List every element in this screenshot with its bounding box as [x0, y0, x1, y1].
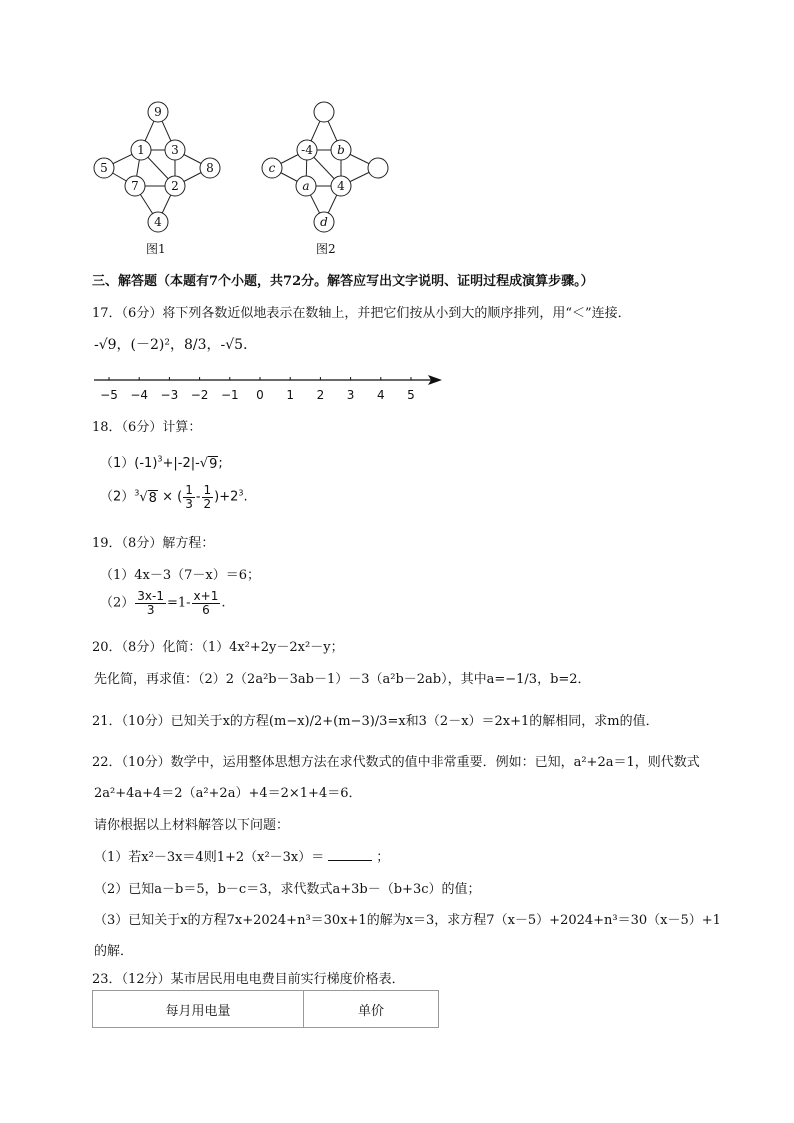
- axis-tick-label: −5: [100, 388, 118, 402]
- figure-1-graph: [88, 98, 228, 238]
- q19-p2-label: （2）: [100, 595, 135, 611]
- q22-line-1: 22．（10分）数学中，运用整体思想方法在求代数式的值中非常重要．例如：已知，a²+2a＝1，则代数式: [92, 755, 700, 770]
- q18-p2-label: （2）: [100, 489, 135, 505]
- q22-line-2: 2a²+4a+4＝2（a²+2a）+4＝2×1+4＝6．: [94, 786, 362, 801]
- fig1-label-bottom: 4: [154, 215, 162, 229]
- fig2-label-ur: b: [337, 143, 345, 157]
- q19-text: 19．（8分）解方程：: [92, 536, 215, 551]
- axis-tick-label: 0: [256, 388, 264, 402]
- q19-part-1: （1）4x－3（7－x）＝6；: [100, 568, 261, 583]
- axis-tick-label: 4: [376, 388, 385, 402]
- q22-part-3a: （3）已知关于x的方程7x+2024+n³＝30x+1的解为x＝3，求方程7（x－5）+2024+n³＝30（x－5）+1: [94, 913, 721, 928]
- q20-text: 20．（8分）化简：（1）4x²+2y－2x²－y；: [92, 640, 344, 655]
- axis-tick-label: −4: [130, 388, 149, 402]
- q22-line-3: 请你根据以上材料解答以下问题：: [94, 818, 290, 833]
- fig1-label-ul: 1: [137, 143, 145, 157]
- q21-text: 21．（10分）已知关于x的方程(m−x)/2+(m−3)/3=x和3（2－x）＝2x+1的解相同，求m的值．: [92, 714, 659, 729]
- table-header-price: 单价: [304, 991, 439, 1028]
- table-header-usage: 每月用电量: [93, 991, 304, 1028]
- q19-part-2: （2） $\frac{3x-1}{3}$ =1- $\frac{x+1}{6}$ .: [100, 589, 226, 617]
- axis-tick-label: −2: [190, 388, 209, 402]
- figure-1-caption: 图1: [146, 242, 166, 256]
- fig2-label-ul: -4: [301, 143, 313, 157]
- fig2-label-ll: a: [302, 179, 310, 193]
- q22-part-3b: 的解．: [94, 944, 134, 959]
- fig2-label-bottom: d: [320, 215, 328, 229]
- q22-part-1: （1）若x²－3x＝4则1+2（x²－3x）＝ ；: [94, 850, 390, 865]
- axis-tick-label: −3: [160, 388, 179, 402]
- q22-answer-blank[interactable]: [328, 850, 372, 861]
- fig2-node-top: [314, 102, 334, 122]
- figure-2-graph: [254, 98, 399, 238]
- q18-p1-label: （1）: [100, 456, 135, 471]
- q20-line-2: 先化简，再求值：（2）2（2a²b－3ab－1）－3（a²b－2ab），其中a=−1/3，b=2．: [94, 672, 591, 687]
- axis-tick-label: 1: [286, 388, 295, 402]
- fig1-label-right: 8: [206, 161, 214, 175]
- number-line: [92, 368, 444, 408]
- axis-tick-label: 3: [346, 388, 355, 402]
- section-3-title: 三、解答题（本题有7个小题，共72分。解答应写出文字说明、证明过程成演算步骤。）: [92, 274, 594, 289]
- fig1-label-left: 5: [100, 161, 108, 175]
- q22-p1-text: （1）若x²－3x＝4则1+2（x²－3x）＝: [94, 850, 325, 865]
- q22-part-2: （2）已知a－b＝5，b－c＝3，求代数式a+3b－（b+3c）的值；: [94, 882, 481, 897]
- fig1-label-ll: 7: [131, 179, 139, 193]
- fig1-label-lr: 2: [171, 179, 179, 193]
- axis-tick-label: 5: [407, 388, 415, 402]
- axis-tick-label: 2: [316, 388, 325, 402]
- q18-part-2: $(2)^3$ √ 8 × ( $\frac{1}{3}$ - $\frac{1}{2}$ )$+2^3$.: [100, 483, 248, 511]
- q17-text: 17．（6分）将下列各数近似地表示在数轴上，并把它们按从小到大的顺序排列，用“＜”连接．: [92, 306, 631, 321]
- fig2-label-left: c: [268, 161, 276, 175]
- fig1-label-ur: 3: [171, 143, 179, 157]
- fig2-node-right: [368, 158, 388, 178]
- fig1-label-top: 9: [154, 105, 162, 119]
- q17-numbers: -√9，(－2)²，8/3，-√5．: [94, 337, 258, 353]
- q18-text: 18．（6分）计算：: [92, 420, 202, 435]
- q18-part-1: $(1)(-1)^3+|-2|-$ √ 9 ;: [100, 454, 223, 472]
- figure-2-caption: 图2: [316, 242, 336, 256]
- axis-tick-label: −1: [220, 388, 239, 402]
- price-table: [92, 990, 439, 1028]
- q23-text: 23．（12分）某市居民用电电费目前实行梯度价格表．: [92, 972, 405, 987]
- table-row: [93, 991, 439, 1028]
- fig2-label-lr: 4: [337, 179, 345, 193]
